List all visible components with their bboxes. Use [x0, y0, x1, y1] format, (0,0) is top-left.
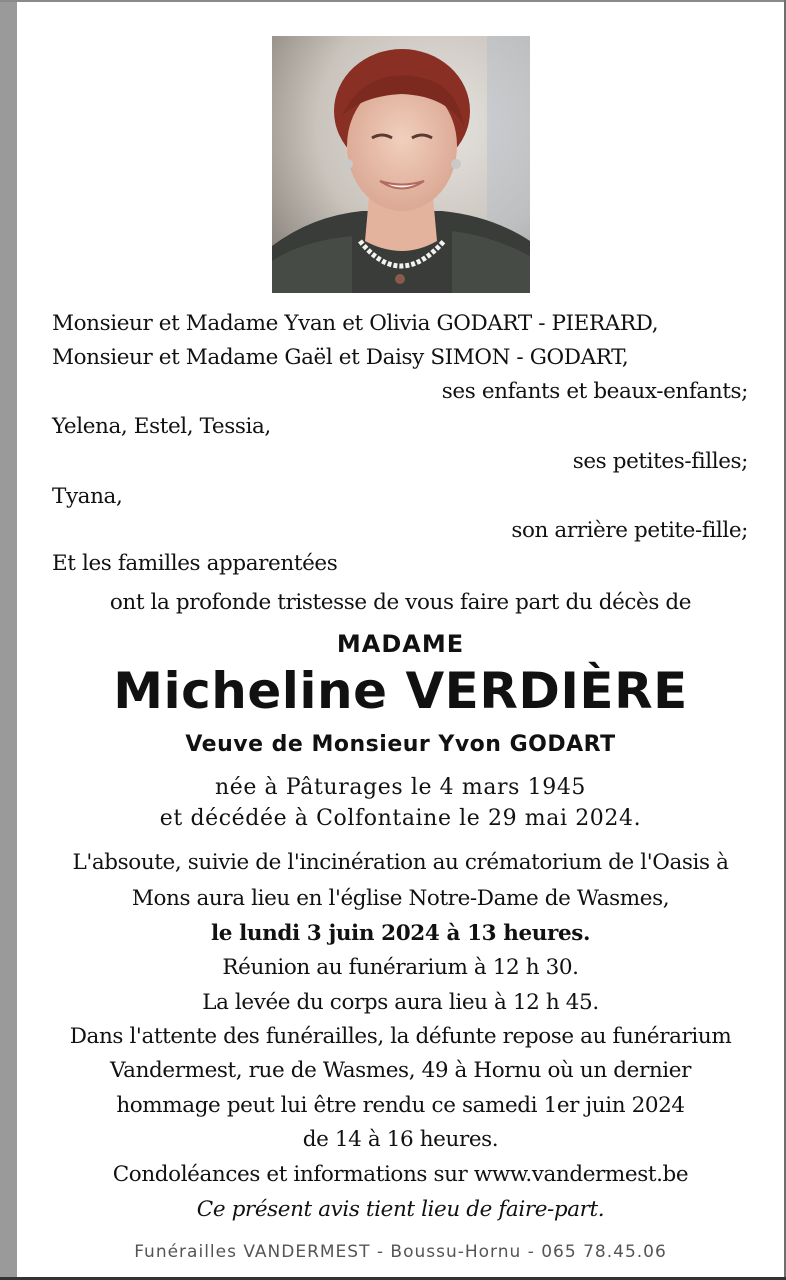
ceremony-line-1: L'absoute, suivie de l'incinération au crématorium de l'Oasis à	[72, 850, 729, 875]
announcement: ont la profonde tristesse de vous faire part du décès de	[109, 590, 692, 615]
ceremony-line-5: Dans l'attente des funérailles, la défunte repose au funérarium	[69, 1024, 732, 1049]
widow-of: Veuve de Monsieur Yvon GODART	[185, 732, 616, 757]
family-role-2: ses petites-filles;	[572, 449, 748, 474]
family-line-1: Monsieur et Madame Yvan et Olivia GODART - PIERARD,	[52, 311, 659, 336]
footer-funeral-home: Funérailles VANDERMEST - Boussu-Hornu - 065 78.45.06	[134, 1242, 667, 1262]
left-border	[0, 0, 17, 1280]
ceremony-line-2: Mons aura lieu en l'église Notre-Dame de Wasmes,	[131, 886, 670, 911]
family-role-3: son arrière petite-fille;	[511, 518, 748, 543]
family-line-3: Yelena, Estel, Tessia,	[52, 414, 271, 439]
deceased-title: MADAME	[336, 630, 465, 658]
death-info: et décédée à Colfontaine le 29 mai 2024.	[159, 806, 642, 831]
notice-line: Ce présent avis tient lieu de faire-part.	[196, 1197, 605, 1222]
family-line-2: Monsieur et Madame Gaël et Daisy SIMON - GODART,	[52, 345, 629, 370]
ceremony-line-8: de 14 à 16 heures.	[302, 1127, 499, 1152]
family-role-1: ses enfants et beaux-enfants;	[441, 379, 748, 404]
ceremony-line-3: Réunion au funérarium à 12 h 30.	[222, 955, 579, 980]
ceremony-line-7: hommage peut lui être rendu ce samedi 1er juin 2024	[116, 1093, 685, 1118]
ceremony-date: le lundi 3 juin 2024 à 13 heures.	[210, 921, 591, 946]
family-line-5: Et les familles apparentées	[52, 551, 338, 576]
deceased-name: Micheline VERDIÈRE	[113, 662, 688, 720]
ceremony-line-6: Vandermest, rue de Wasmes, 49 à Hornu où un dernier	[110, 1058, 691, 1083]
family-line-4: Tyana,	[52, 484, 123, 509]
obituary-notice	[17, 0, 784, 1277]
birth-info: née à Pâturages le 4 mars 1945	[214, 775, 587, 800]
portrait-illustration	[272, 36, 530, 293]
condolences-line: Condoléances et informations sur www.vandermest.be	[112, 1162, 689, 1187]
portrait-photo	[272, 36, 530, 293]
ceremony-line-4: La levée du corps aura lieu à 12 h 45.	[202, 990, 599, 1015]
